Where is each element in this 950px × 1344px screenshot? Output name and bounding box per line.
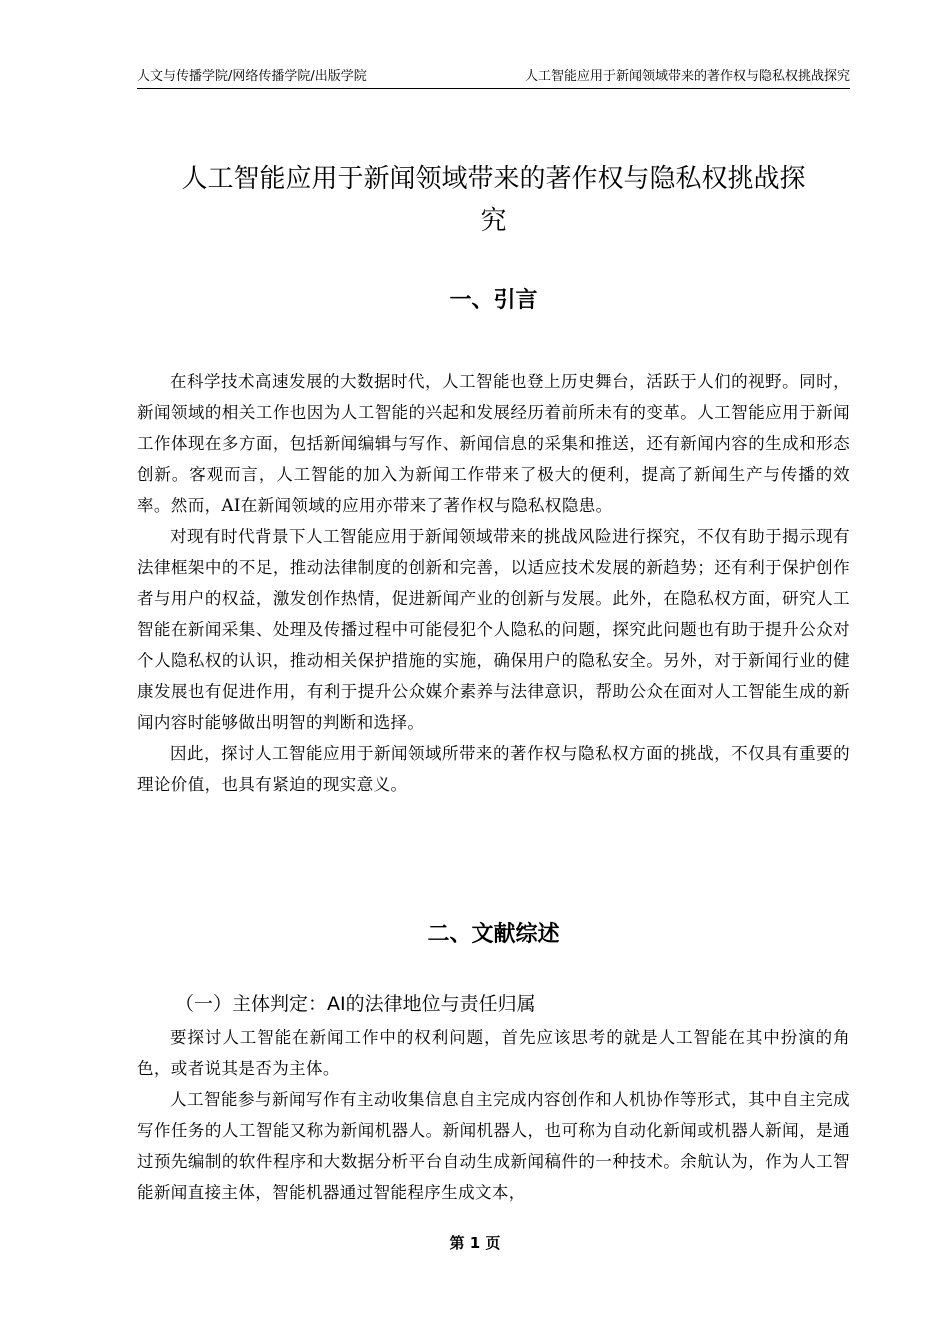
paragraph: 在科学技术高速发展的大数据时代，人工智能也登上历史舞台，活跃于人们的视野。同时，新闻领域的相关工作也因为人工智能的兴起和发展经历着前所未有的变革。人工智能应用于新闻工作体现在多方面，包括新闻编辑与写作、新闻信息的采集和推送，还有新闻内容的生成和形态创新。客观而言，人工智能的加入为新闻工作带来了极大的便利，提高了新闻生产与传播的效率。然而，AI在新闻领域的应用亦带来了著作权与隐私权隐患。 bbox=[137, 372, 850, 515]
paragraph: 对现有时代背景下人工智能应用于新闻领域带来的挑战风险进行探究，不仅有助于揭示现有法律框架中的不足，推动法律制度的创新和完善，以适应技术发展的新趋势；还有利于保护创作者与用户的权益，激发创作热情，促进新闻产业的创新与发展。此外，在隐私权方面，研究人工智能在新闻采集、处理及传播过程中可能侵犯个人隐私的问题，探究此问题也有助于提升公众对个人隐私权的认识，推动相关保护措施的实施，确保用户的隐私安全。另外，对于新闻行业的健康发展也有促进作用，有利于提升公众媒介素养与法律意识，帮助公众在面对人工智能生成的新闻内容时能够做出明智的判断和选择。 bbox=[137, 527, 850, 732]
section-heading-review: 二、文献综述 bbox=[427, 922, 560, 947]
page-number: 第 1 页 bbox=[449, 1234, 501, 1252]
intro-body bbox=[137, 366, 850, 800]
subsection-heading: （一）主体判定：AI的法律地位与责任归属 bbox=[175, 993, 536, 1015]
review-body bbox=[137, 1022, 850, 1208]
paragraph: 因此，探讨人工智能应用于新闻领域所带来的著作权与隐私权方面的挑战，不仅具有重要的理论价值，也具有紧迫的现实意义。 bbox=[137, 744, 850, 794]
running-header bbox=[137, 64, 850, 89]
document-title bbox=[137, 158, 850, 242]
header-left-text: 人文与传播学院/网络传播学院/出版学院 bbox=[137, 69, 367, 84]
title-line-2: 究 bbox=[480, 206, 507, 236]
section-heading-intro: 一、引言 bbox=[449, 288, 538, 313]
title-line-1: 人工智能应用于新闻领域带来的著作权与隐私权挑战探 bbox=[181, 164, 806, 194]
paragraph: 人工智能参与新闻写作有主动收集信息自主完成内容创作和人机协作等形式，其中自主完成写作任务的人工智能又称为新闻机器人。新闻机器人，也可称为自动化新闻或机器人新闻，是通过预先编制的软件程序和大数据分析平台自动生成新闻稿件的一种技术。余航认为，作为人工智能新闻直接主体，智能机器通过智能程序生成文本， bbox=[137, 1090, 850, 1202]
paragraph: 要探讨人工智能在新闻工作中的权利问题，首先应该思考的就是人工智能在其中扮演的角色，或者说其是否为主体。 bbox=[137, 1028, 850, 1078]
header-right-text: 人工智能应用于新闻领域带来的著作权与隐私权挑战探究 bbox=[524, 69, 850, 84]
